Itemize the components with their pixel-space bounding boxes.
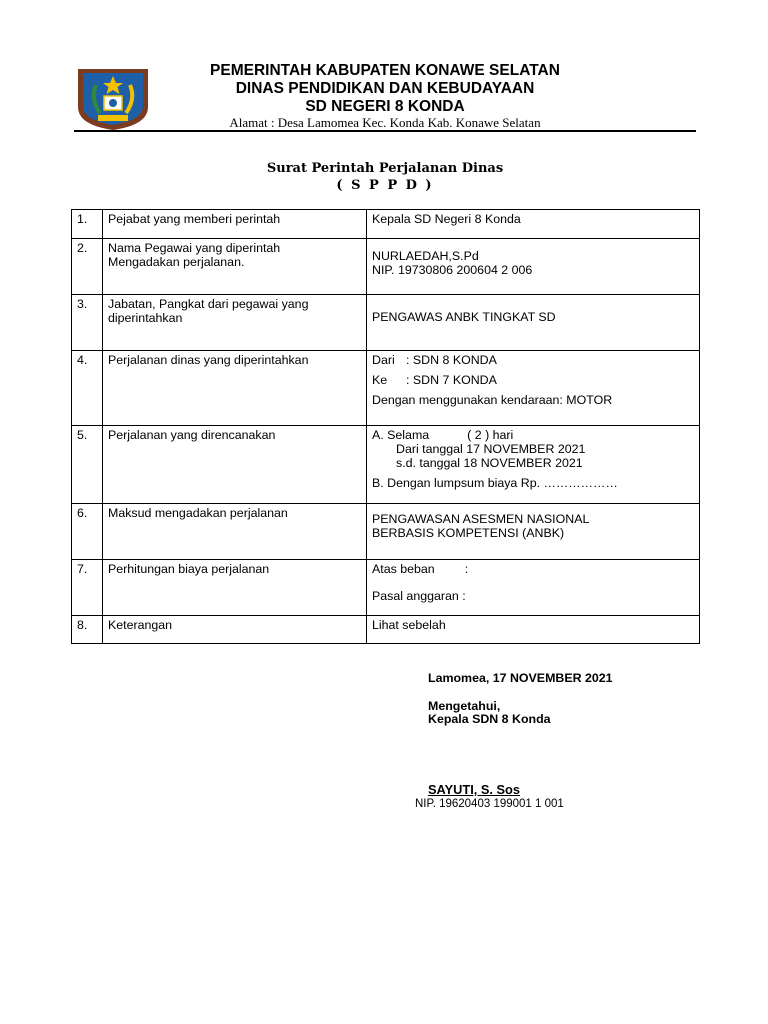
place-and-date: Lamomea, 17 NOVEMBER 2021 xyxy=(428,671,613,685)
table-row xyxy=(72,210,700,239)
row-value: Kepala SD Negeri 8 Konda xyxy=(367,210,700,239)
vehicle-line: Dengan menggunakan kendaraan: MOTOR xyxy=(372,393,613,407)
row-value: Lihat sebelah xyxy=(367,616,700,644)
employee-nip: NIP. 19730806 200604 2 006 xyxy=(372,263,533,277)
funding-colon: : xyxy=(464,562,469,576)
duration-value: ( 2 ) hari xyxy=(467,428,514,442)
purpose-line: PENGAWASAN ASESMEN NASIONAL xyxy=(372,512,590,526)
row-number: 7. xyxy=(72,560,103,616)
row-value xyxy=(367,426,700,504)
employee-name: NURLAEDAH,S.Pd xyxy=(372,249,479,263)
table-row xyxy=(72,426,700,504)
row-value xyxy=(367,351,700,426)
row-label xyxy=(103,295,367,351)
acknowledged-label: Mengetahui, xyxy=(428,699,501,713)
row-label-line: Nama Pegawai yang diperintah xyxy=(108,241,281,255)
row-label: Perjalanan dinas yang diperintahkan xyxy=(103,351,367,426)
row-label-line: Mengadakan perjalanan. xyxy=(108,255,245,269)
start-date: Dari tanggal 17 NOVEMBER 2021 xyxy=(396,442,586,456)
row-label: Maksud mengadakan perjalanan xyxy=(103,504,367,560)
row-value xyxy=(367,560,700,616)
duration-prefix: A. Selama xyxy=(372,428,430,442)
sppd-table xyxy=(71,209,700,644)
origin-label: Dari xyxy=(372,353,395,367)
department-name: DINAS PENDIDIKAN DAN KEBUDAYAAN xyxy=(235,80,535,97)
row-number: 4. xyxy=(72,351,103,426)
row-number: 1. xyxy=(72,210,103,239)
origin-value: : SDN 8 KONDA xyxy=(406,353,497,367)
table-row xyxy=(72,616,700,644)
table-row xyxy=(72,504,700,560)
lumpsum-line: B. Dengan lumpsum biaya Rp. ……………… xyxy=(372,476,618,490)
row-number: 5. xyxy=(72,426,103,504)
duration-line xyxy=(372,428,694,442)
end-date: s.d. tanggal 18 NOVEMBER 2021 xyxy=(396,456,583,470)
table-row xyxy=(72,560,700,616)
destination-value: : SDN 7 KONDA xyxy=(406,373,497,387)
header-divider xyxy=(74,130,696,132)
row-label: Pejabat yang memberi perintah xyxy=(103,210,367,239)
row-label: Keterangan xyxy=(103,616,367,644)
row-label-line: diperintahkan xyxy=(108,311,183,325)
row-number: 8. xyxy=(72,616,103,644)
row-value xyxy=(367,295,700,351)
signatory-nip: NIP. 19620403 199001 1 001 xyxy=(415,798,564,810)
row-number: 3. xyxy=(72,295,103,351)
government-name: PEMERINTAH KABUPATEN KONAWE SELATAN xyxy=(210,62,560,79)
origin-line xyxy=(372,353,694,367)
row-value xyxy=(367,239,700,295)
document-subtitle: ( S P P D ) xyxy=(336,178,434,193)
regency-coat-of-arms-icon xyxy=(74,63,152,131)
school-name: SD NEGERI 8 KONDA xyxy=(305,98,465,115)
funding-label: Atas beban xyxy=(372,562,435,576)
destination-line xyxy=(372,373,694,387)
funding-line xyxy=(372,562,694,576)
row-number: 2. xyxy=(72,239,103,295)
table-row xyxy=(72,351,700,426)
budget-article-line: Pasal anggaran : xyxy=(372,589,466,603)
table-row xyxy=(72,239,700,295)
row-label xyxy=(103,239,367,295)
purpose-line: BERBASIS KOMPETENSI (ANBK) xyxy=(372,526,565,540)
row-value xyxy=(367,504,700,560)
row-label-line: Jabatan, Pangkat dari pegawai yang xyxy=(108,297,309,311)
table-row xyxy=(72,295,700,351)
position-value: PENGAWAS ANBK TINGKAT SD xyxy=(372,310,556,324)
school-address: Alamat : Desa Lamomea Kec. Konda Kab. Konawe Selatan xyxy=(229,115,541,130)
signatory-name: SAYUTI, S. Sos xyxy=(428,782,520,797)
document-title: Surat Perintah Perjalanan Dinas xyxy=(266,161,504,176)
row-label: Perjalanan yang direncanakan xyxy=(103,426,367,504)
row-number: 6. xyxy=(72,504,103,560)
signatory-position: Kepala SDN 8 Konda xyxy=(428,712,551,726)
destination-label: Ke xyxy=(372,373,388,387)
row-label: Perhitungan biaya perjalanan xyxy=(103,560,367,616)
